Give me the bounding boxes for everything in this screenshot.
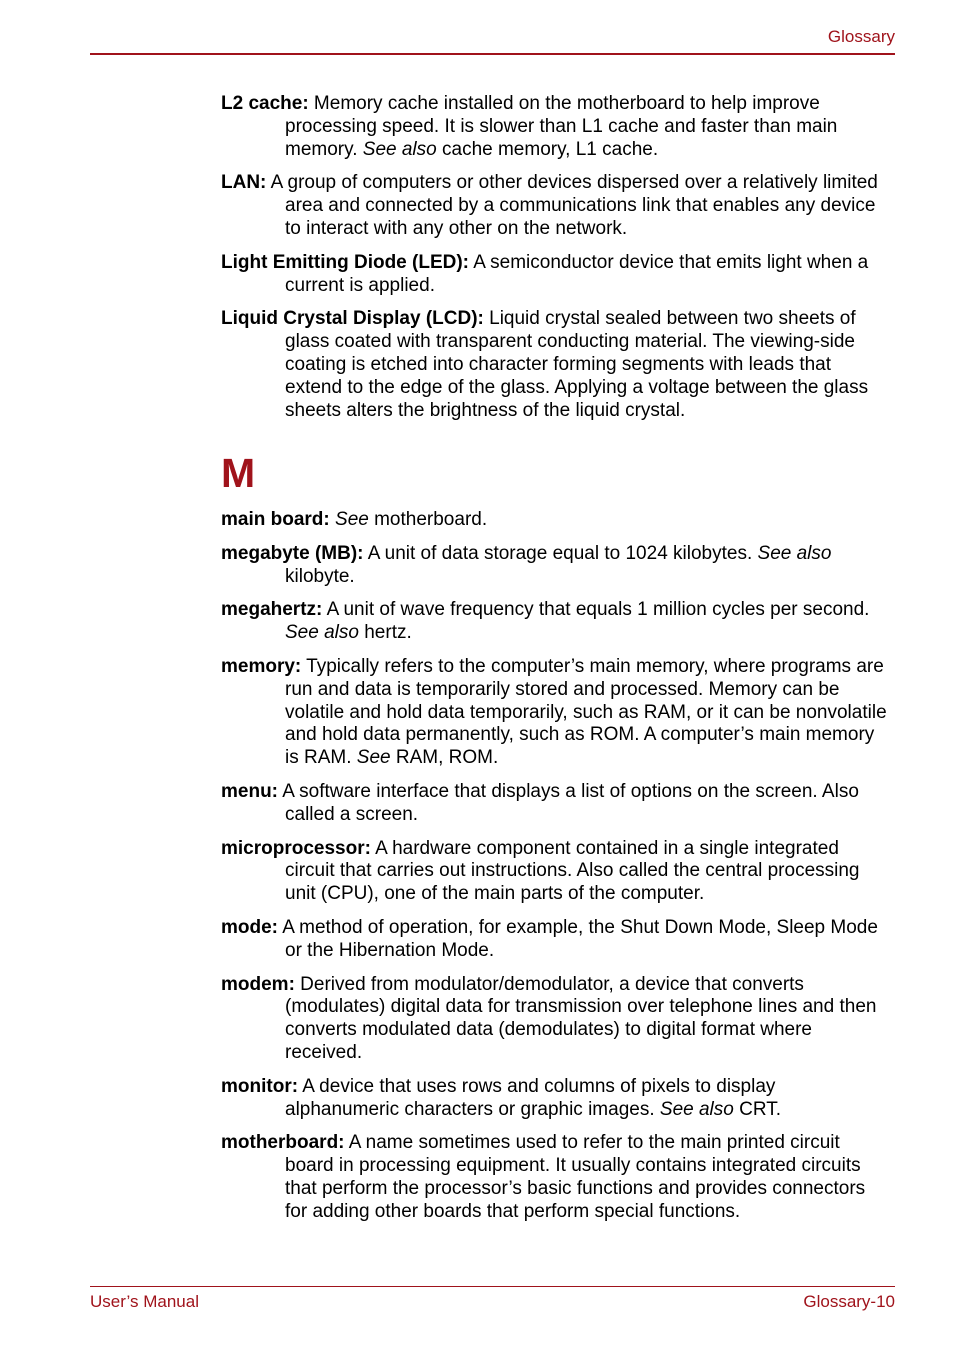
glossary-term: LAN: — [221, 172, 267, 194]
glossary-term: megabyte (MB): — [221, 542, 364, 564]
glossary-entry — [221, 543, 891, 589]
header-rule — [90, 53, 895, 55]
glossary-l-block — [221, 93, 891, 422]
definition-text: Liquid crystal sealed between two sheets of glass coated with transparent conducting material. The viewing-side coating is etched into character forming segments with leads that extend to the edge of the glass. Applying a voltage between the glass sheets alters the brightness of the liquid crystal. — [285, 308, 869, 421]
section-letter: M — [221, 450, 256, 496]
definition-text: kilobyte. — [285, 565, 355, 587]
definition-text: A unit of wave frequency that equals 1 million cycles per second. — [322, 599, 870, 621]
glossary-term: Light Emitting Diode (LED): — [221, 251, 470, 273]
cross-reference-label: See also — [362, 138, 437, 160]
glossary-term: modem: — [221, 973, 295, 995]
glossary-term: Liquid Crystal Display (LCD): — [221, 308, 484, 330]
glossary-term: main board: — [221, 509, 330, 530]
definition-text: A group of computers or other devices dispersed over a relatively limited area and connected by a communications link that enables any device to interact with any other on the network. — [266, 172, 878, 239]
glossary-entry — [221, 974, 891, 1065]
glossary-entry — [221, 599, 891, 645]
cross-reference-label: See also — [659, 1098, 734, 1120]
definition-text: Typically refers to the computer’s main memory, where programs are run and data is temporarily stored and processed. Memory can be volatile and hold data temporarily, such as RAM, or it can be nonvolatile and hold data permanently, such as ROM. A computer’s main memory is RAM. — [285, 655, 887, 769]
definition-text: Derived from modulator/demodulator, a device that converts (modulates) digital data for transmission over telephone lines and then converts modulated data (demodulates) to digital format where received. — [285, 973, 877, 1063]
glossary-entry — [221, 308, 891, 422]
definition-text: hertz. — [358, 622, 412, 644]
footer-rule — [90, 1286, 895, 1287]
cross-reference-label: See — [335, 509, 369, 530]
glossary-term: motherboard: — [221, 1132, 345, 1154]
glossary-entry — [221, 656, 891, 770]
cross-reference-label: See — [356, 747, 391, 769]
definition-text: A software interface that displays a list of options on the screen. Also called a screen. — [278, 780, 859, 825]
glossary-term: menu: — [221, 780, 278, 802]
glossary-entry — [221, 1076, 891, 1122]
cross-reference-label: See also — [757, 542, 832, 564]
glossary-entry — [221, 781, 891, 827]
definition-text: RAM, ROM. — [390, 747, 499, 769]
glossary-entry — [221, 917, 891, 963]
footer-page-number: Glossary-10 — [803, 1292, 895, 1311]
definition-text: motherboard. — [368, 509, 488, 530]
definition-text: cache memory, L1 cache. — [436, 138, 659, 160]
definition-text: A device that uses rows and columns of pixels to display alphanumeric characters or graphic images. — [285, 1075, 776, 1120]
glossary-term: megahertz: — [221, 599, 323, 621]
running-header-title: Glossary — [827, 27, 895, 46]
footer-manual-title: User’s Manual — [90, 1292, 199, 1311]
glossary-term: L2 cache: — [221, 93, 309, 114]
glossary-term: microprocessor: — [221, 837, 371, 859]
glossary-term: monitor: — [221, 1075, 299, 1097]
glossary-entry — [221, 1132, 891, 1223]
definition-text: A unit of data storage equal to 1024 kilobytes. — [363, 542, 758, 564]
definition-text: A name sometimes used to refer to the main printed circuit board in processing equipment. It usually contains integrated circuits that perform the processor’s basic functions and provides connectors for adding other boards that perform special functions. — [285, 1132, 866, 1222]
definition-text: A method of operation, for example, the Shut Down Mode, Sleep Mode or the Hibernation Mode. — [278, 916, 878, 961]
definition-text: A hardware component contained in a single integrated circuit that carries out instructions. Also called the central processing unit (CPU), one of the main parts of the computer. — [285, 837, 860, 905]
glossary-entry — [221, 172, 891, 240]
glossary-m-block — [221, 509, 891, 1224]
glossary-entry — [221, 252, 891, 298]
glossary-term: mode: — [221, 916, 278, 938]
glossary-entry — [221, 509, 891, 532]
glossary-entry — [221, 93, 891, 161]
glossary-term: memory: — [221, 655, 302, 677]
definition-text: Memory cache installed on the motherboard to help improve processing speed. It is slower than L1 cache and faster than main memory. — [285, 93, 838, 160]
definition-text: CRT. — [733, 1098, 782, 1120]
cross-reference-label: See also — [285, 622, 359, 644]
definition-text: A semiconductor device that emits light when a current is applied. — [285, 251, 869, 296]
glossary-entry — [221, 838, 891, 906]
